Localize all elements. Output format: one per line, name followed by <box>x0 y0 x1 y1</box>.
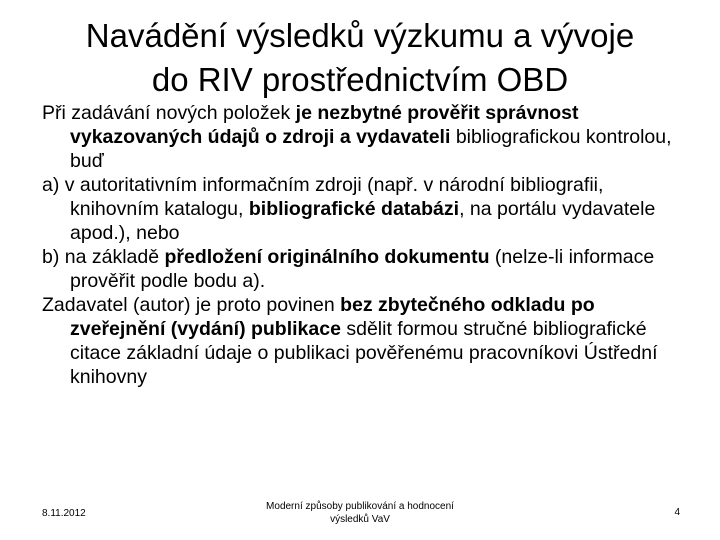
paragraph-intro <box>42 101 692 173</box>
paragraph-obligation-run-3: sdělit formou stručné bibliografické citace základní údaje o publikaci pověřenému pracovníkovi Ústřední knihovny <box>70 318 658 388</box>
paragraph-intro-run-1: Při zadávání nových položek <box>42 102 296 124</box>
footer-date: 8.11.2012 <box>42 508 86 519</box>
slide-body <box>42 101 692 389</box>
paragraph-obligation-run-1: Zadavatel (autor) je proto povinen <box>42 294 341 316</box>
footer-title-line-1: Moderní způsoby publikování a hodnocení <box>266 501 454 512</box>
footer-title-line-2: výsledků VaV <box>330 514 390 525</box>
paragraph-obligation-run-2: bez zbytečného odkladu po zveřejnění (vydání) publikace <box>70 294 595 340</box>
paragraph-option-b-run-1: b) na základě <box>42 246 165 268</box>
paragraph-intro-run-3: bibliografickou kontrolou, buď <box>70 126 672 172</box>
paragraph-option-b-run-2: předložení originálního dokumentu <box>164 246 490 268</box>
paragraph-option-a-run-2: bibliografické databázi <box>248 198 460 220</box>
paragraph-option-a <box>42 173 692 245</box>
paragraph-option-a-run-3: , na portálu vydavatele apod.), nebo <box>70 198 656 244</box>
paragraph-obligation <box>42 293 692 389</box>
slide-title-line-1: Navádění výsledků výzkumu a vývoje <box>85 17 635 54</box>
footer-title <box>245 500 475 526</box>
slide-title <box>40 14 680 102</box>
paragraph-option-a-run-1: a) v autoritativním informačním zdroji (např. v národní bibliografii, knihovním katalogu, <box>42 174 604 220</box>
page-number: 4 <box>674 507 680 518</box>
paragraph-option-b <box>42 245 692 293</box>
paragraph-option-b-run-3: (nelze-li informace prověřit podle bodu a). <box>70 246 655 292</box>
slide-title-line-2: do RIV prostřednictvím OBD <box>151 61 569 98</box>
paragraph-intro-run-2: je nezbytné prověřit správnost vykazovaných údajů o zdroji a vydavateli <box>70 102 579 148</box>
